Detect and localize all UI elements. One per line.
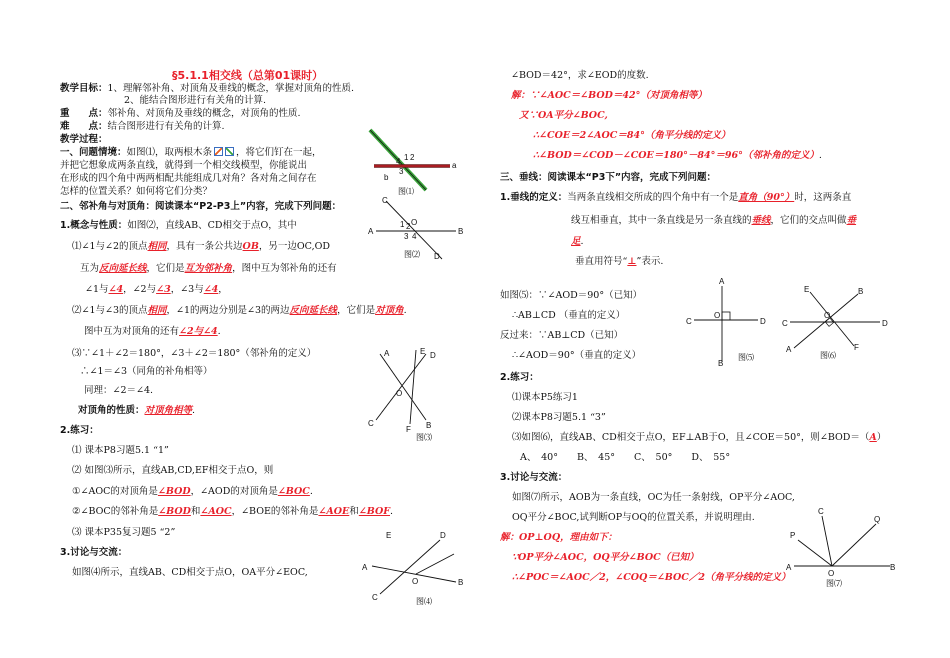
v1-text-e: . — [580, 236, 584, 247]
v1-text-f: 垂直用符号“ — [575, 256, 628, 267]
fig2-label-b: B — [458, 227, 464, 236]
line-ec — [376, 354, 426, 420]
fig6-label-e: E — [804, 285, 810, 294]
fig5-label-c: C — [686, 317, 692, 326]
focus-label: 重 点： — [60, 108, 108, 119]
property-answer: 对顶角相等 — [144, 405, 193, 416]
fig6-label-o: O — [824, 311, 831, 320]
c1a-line — [72, 241, 330, 253]
fig3-label-f: F — [406, 425, 411, 434]
v2-3-answer: A — [869, 432, 877, 443]
goal-1: 1、理解邻补角、对顶角及垂线的概念，掌握对顶角的性质. — [107, 83, 355, 94]
fig6-label-f: F — [854, 343, 859, 352]
fig2-label-c: C — [382, 196, 388, 205]
property-end: . — [192, 405, 196, 416]
c1a-answer-2: OB — [242, 241, 259, 252]
page-title: §5.1.1相交线（总第01课时） — [172, 69, 324, 82]
fig4-label-e: E — [386, 531, 392, 540]
goal-line-1 — [60, 83, 354, 95]
fig7-label-o: O — [828, 569, 835, 578]
fig2-label-o: O — [411, 218, 418, 227]
v1-line-2 — [571, 215, 856, 227]
v1-line-3 — [571, 236, 584, 248]
ray-op — [798, 540, 832, 566]
p2a-answer-1: ∠BOD — [157, 486, 191, 497]
c2a-answer-3: 对顶角 — [375, 305, 404, 316]
figure-2 — [370, 195, 465, 265]
c2b-text-1: 图中互为对顶角的还有 — [84, 326, 180, 337]
practice-2a — [72, 486, 313, 498]
v1-text-b: 时，这两条直 — [794, 192, 852, 203]
fig6-caption: 图⑹ — [820, 351, 836, 360]
v1-line-1 — [500, 192, 851, 204]
figure-7 — [786, 506, 896, 590]
v5-line-1: 如图⑸：∵∠AOD＝90°（已知） — [500, 290, 643, 301]
s1-line-2: 并把它想象成两条直线，就得到一个相交线模型，你能说出 — [60, 160, 308, 171]
p2b-text-2: 和 — [190, 506, 201, 517]
fig7-label-p: P — [790, 531, 796, 540]
fig1-label-a: a — [452, 161, 457, 170]
v5-line-4: ∴∠AOD＝90°（垂直的定义） — [512, 350, 642, 361]
fig6-label-a: A — [786, 345, 792, 354]
fig1-label-b: b — [384, 173, 389, 182]
r-line-4: ∴∠COE＝2∠AOC＝84°（角平分线的定义） — [533, 130, 731, 141]
c2b-line — [84, 326, 221, 338]
fig7-caption: 图⑺ — [826, 579, 842, 588]
fig2-label-a: A — [368, 227, 374, 236]
v2-3-text-b: ） — [876, 432, 887, 443]
r-line-3: 又∵OA平分∠BOC, — [519, 110, 608, 121]
practice-1: ⑴ 课本P8习题5.1 “1” — [72, 445, 169, 456]
focus-text: 邻补角、对顶角及垂线的概念，对顶角的性质. — [107, 108, 301, 119]
v2-line-2: ⑵课本P8习题5.1 “3” — [512, 412, 606, 423]
s1-line-3: 在形成的四个角中两两相配共能组成几对角？各对角之间存在 — [60, 173, 317, 184]
fig3-label-e: E — [420, 347, 426, 356]
c1b-line — [80, 263, 337, 275]
c1c-answer-2: ∠3 — [156, 284, 171, 295]
s1-text-b: ，将它们钉在一起， — [236, 147, 322, 158]
figure-3 — [366, 344, 446, 442]
ray-oc — [822, 516, 832, 566]
p2b-answer-4: ∠BOF — [358, 506, 390, 517]
c1c-text-4: ， — [218, 284, 228, 295]
fig4-label-o: O — [412, 577, 419, 586]
v2-line-1: ⑴课本P5练习1 — [512, 392, 578, 403]
c1-label: 1.概念与性质： — [60, 220, 128, 231]
c3-line-3: 同理：∠2＝∠4. — [84, 385, 154, 396]
v3-line-1: 如图⑺所示，AOB为一条直线，OC为任一条射线，OP平分∠AOC, — [512, 492, 795, 503]
v3-line-5: ∴∠POC＝∠AOC／2，∠COQ＝∠BOC／2（角平分线的定义） — [512, 572, 791, 583]
c1a-text-2: ，具有一条公共边 — [166, 241, 243, 252]
fig7-label-q: Q — [874, 515, 881, 524]
c2a-answer-2: 反向延长线 — [289, 305, 338, 316]
v3-line-4: ∵OP平分∠AOC，OQ平分∠BOC（已知） — [512, 552, 699, 563]
r-line-5-end: . — [818, 150, 822, 161]
r-line-5-text: ∴∠BOD＝∠COD－∠COE＝180°－84°＝96°（邻补角的定义） — [533, 150, 819, 161]
property-label: 对顶角的性质： — [78, 405, 145, 416]
s3-head: 三、垂线：阅读课本“P3下”内容，完成下列问题： — [500, 172, 717, 183]
figure-5 — [684, 277, 774, 368]
c1c-answer-1: ∠4 — [108, 284, 124, 295]
p2b-answer-1: ∠BOD — [158, 506, 191, 517]
v1-text-d: ，它们的交点叫做 — [770, 215, 847, 226]
v2-label: 2.练习： — [500, 372, 539, 383]
v1-answer-1: 直角（90°） — [738, 192, 795, 203]
fig5-label-b: B — [718, 359, 724, 368]
fig1-label-3: 3 — [399, 167, 404, 176]
process-label: 教学过程： — [60, 134, 108, 145]
line-ef — [810, 292, 854, 346]
wood-stick-icon-2 — [225, 147, 234, 156]
figure-4 — [360, 530, 470, 608]
s1-line-1 — [60, 147, 322, 159]
fig2-label-2: 2 — [406, 222, 411, 231]
difficulty-line — [60, 121, 225, 133]
p2a-answer-2: ∠BOC — [277, 486, 310, 497]
fig2-label-4: 4 — [412, 232, 417, 241]
c1-text: 如图⑵，直线AB、CD相交于点O，其中 — [127, 220, 297, 231]
fig1-caption: 图⑴ — [398, 187, 414, 196]
difficulty-label: 难 点： — [60, 121, 108, 132]
fig2-label-3: 3 — [404, 232, 409, 241]
fig4-label-a: A — [362, 563, 368, 572]
v2-3-text-a: ⑶如图⑹，直线AB、CD相交于点O，EF⊥AB于O，且∠COE＝50°，则∠BOD＝（ — [512, 432, 870, 443]
fig1-label-2: 2 — [410, 153, 415, 162]
fig3-label-o: O — [396, 389, 403, 398]
p2b-answer-2: ∠AOC — [200, 506, 232, 517]
practice-2: ⑵ 如图⑶所示，直线AB,CD,EF相交于点O，则 — [72, 465, 274, 476]
goal-2: 2、能结合图形进行有关角的计算. — [124, 95, 267, 106]
v1-text-g: ”表示. — [636, 256, 664, 267]
c1a-answer-1: 相同 — [147, 241, 167, 252]
fig4-label-c: C — [372, 593, 378, 602]
fig5-label-o: O — [714, 311, 721, 320]
c2a-answer-1: 相同 — [147, 305, 167, 316]
c1a-text-1: ⑴∠1与∠2的顶点 — [72, 241, 148, 252]
c3-line-1: ⑶∵∠1＋∠2＝180°，∠3＋∠2＝180°（邻补角的定义） — [72, 348, 317, 359]
discussion-text: 如图⑷所示，直线AB、CD相交于点O，OA平分∠EOC, — [72, 567, 308, 578]
fig2-caption: 图⑵ — [404, 250, 420, 259]
fig6-label-d: D — [882, 319, 888, 328]
fig7-label-b: B — [890, 563, 896, 572]
p2a-text-1: ①∠AOC的对顶角是 — [72, 486, 158, 497]
v1-text-a: 当两条直线相交所成的四个角中有一个是 — [567, 192, 739, 203]
fig1-label-1: 1 — [404, 153, 409, 162]
c1c-text-1: ∠1与 — [85, 284, 109, 295]
figure-1 — [366, 128, 456, 198]
c2b-text-2: . — [217, 326, 221, 337]
v5-line-2: ∴AB⊥CD （垂直的定义） — [512, 310, 626, 321]
c2a-text-3: ，它们是 — [337, 305, 376, 316]
p2a-text-2: ，∠AOD的对顶角是 — [190, 486, 278, 497]
practice-2b — [72, 506, 393, 518]
c1-line — [60, 220, 297, 232]
practice-label: 2.练习： — [60, 425, 99, 436]
v1-text-c: 线互相垂直，其中一条直线是另一条直线的 — [571, 215, 752, 226]
v3-line-3: 解：OP⊥OQ，理由如下： — [500, 532, 618, 543]
fig4-label-b: B — [458, 578, 464, 587]
c3-line-2: ∴∠1＝∠3（同角的补角相等） — [80, 366, 213, 377]
s1-line-4: 怎样的位置关系？如何将它们分类？ — [60, 186, 213, 197]
v2-options: A、 40° B、 45° C、 50° D、 55° — [520, 452, 731, 463]
difficulty-text: 结合图形进行有关角的计算. — [107, 121, 225, 132]
fig3-label-c: C — [368, 419, 374, 428]
v1-label: 1.垂线的定义： — [500, 192, 568, 203]
c1c-line — [85, 284, 228, 296]
s1-text-a: 如图⑴，取两根木条 — [126, 147, 213, 158]
fig5-label-a: A — [719, 277, 725, 286]
fig2-label-1: 1 — [400, 220, 405, 229]
c2a-text-2: ，∠1的两边分别是∠3的两边 — [166, 305, 290, 316]
perpendicular-symbol: ⊥ — [627, 256, 637, 267]
v1-line-4 — [575, 256, 663, 268]
fig1-label-4: 4 — [396, 157, 401, 166]
fig7-label-a: A — [786, 563, 792, 572]
fig3-label-b: B — [426, 421, 432, 430]
fig6-label-b: B — [858, 287, 864, 296]
p2b-text-3: ，∠BOE的邻补角是 — [231, 506, 319, 517]
fig3-label-d: D — [430, 351, 436, 360]
fig2-label-d: D — [434, 252, 440, 261]
p2b-text-4: 和 — [349, 506, 359, 517]
line-ab — [380, 354, 426, 420]
r-line-5 — [533, 150, 822, 162]
p2a-text-3: . — [309, 486, 313, 497]
c2a-text-1: ⑵∠1与∠3的顶点 — [72, 305, 148, 316]
property-line — [78, 405, 195, 417]
r-line-2: 解：∵∠AOC＝∠BOD＝42°（对顶角相等） — [511, 90, 707, 101]
s2-head: 二、邻补角与对顶角：阅读课本“P2-P3上”内容，完成下列问题： — [60, 201, 342, 212]
c1c-answer-3: ∠4 — [203, 284, 219, 295]
c1b-answer-2: 互为邻补角 — [184, 263, 233, 274]
line-ef — [410, 350, 416, 424]
v3-line-2: OQ平分∠BOC,试判断OP与OQ的位置关系，并说明理由. — [512, 512, 755, 523]
fig4-label-d: D — [440, 531, 446, 540]
c1b-text-2: ，它们是 — [146, 263, 185, 274]
p2b-text-5: . — [389, 506, 394, 517]
practice-3: ⑶ 课本P35复习题5 “2” — [72, 527, 176, 538]
p2b-answer-3: ∠AOE — [318, 506, 350, 517]
goals-label: 教学目标： — [60, 83, 108, 94]
c1b-text-1: 互为 — [80, 263, 100, 274]
p2b-text-1: ②∠BOC的邻补角是 — [72, 506, 159, 517]
discussion-label: 3.讨论与交流： — [60, 547, 128, 558]
c2a-line — [72, 305, 407, 317]
v3-label: 3.讨论与交流： — [500, 472, 568, 483]
s1-head: 一、问题情境： — [60, 147, 127, 158]
c2a-text-4: . — [403, 305, 407, 316]
fig7-label-c: C — [818, 507, 824, 516]
fig4-caption: 图⑷ — [416, 597, 432, 606]
ray-oq — [832, 524, 876, 566]
c1b-answer-1: 反向延长线 — [99, 263, 147, 274]
line-cd — [380, 540, 440, 594]
c2b-answer: ∠2与∠4 — [179, 326, 218, 337]
c1c-text-2: ，∠2与 — [123, 284, 157, 295]
fig5-caption: 图⑸ — [738, 353, 754, 362]
c1c-text-3: ，∠3与 — [170, 284, 204, 295]
figure-6 — [780, 282, 890, 362]
wood-stick-icon — [214, 147, 223, 156]
fig3-caption: 图⑶ — [416, 433, 432, 442]
fig5-label-d: D — [760, 317, 766, 326]
v5-line-3: 反过来：∵AB⊥CD（已知） — [500, 330, 624, 341]
v2-line-3 — [512, 432, 886, 444]
focus-line — [60, 108, 301, 120]
v1-answer-3: 垂 — [846, 215, 857, 226]
r-line-1: ∠BOD＝42°，求∠EOD的度数. — [511, 70, 649, 81]
fig3-label-a: A — [384, 349, 390, 358]
v1-answer-2: 垂线 — [751, 215, 771, 226]
c1b-text-3: ，图中互为邻补角的还有 — [232, 263, 337, 274]
c1a-text-3: ，另一边OC,OD — [258, 241, 331, 252]
right-angle-mark — [722, 312, 730, 320]
v1-answer-3b: 足 — [571, 236, 581, 247]
fig6-label-c: C — [782, 319, 788, 328]
